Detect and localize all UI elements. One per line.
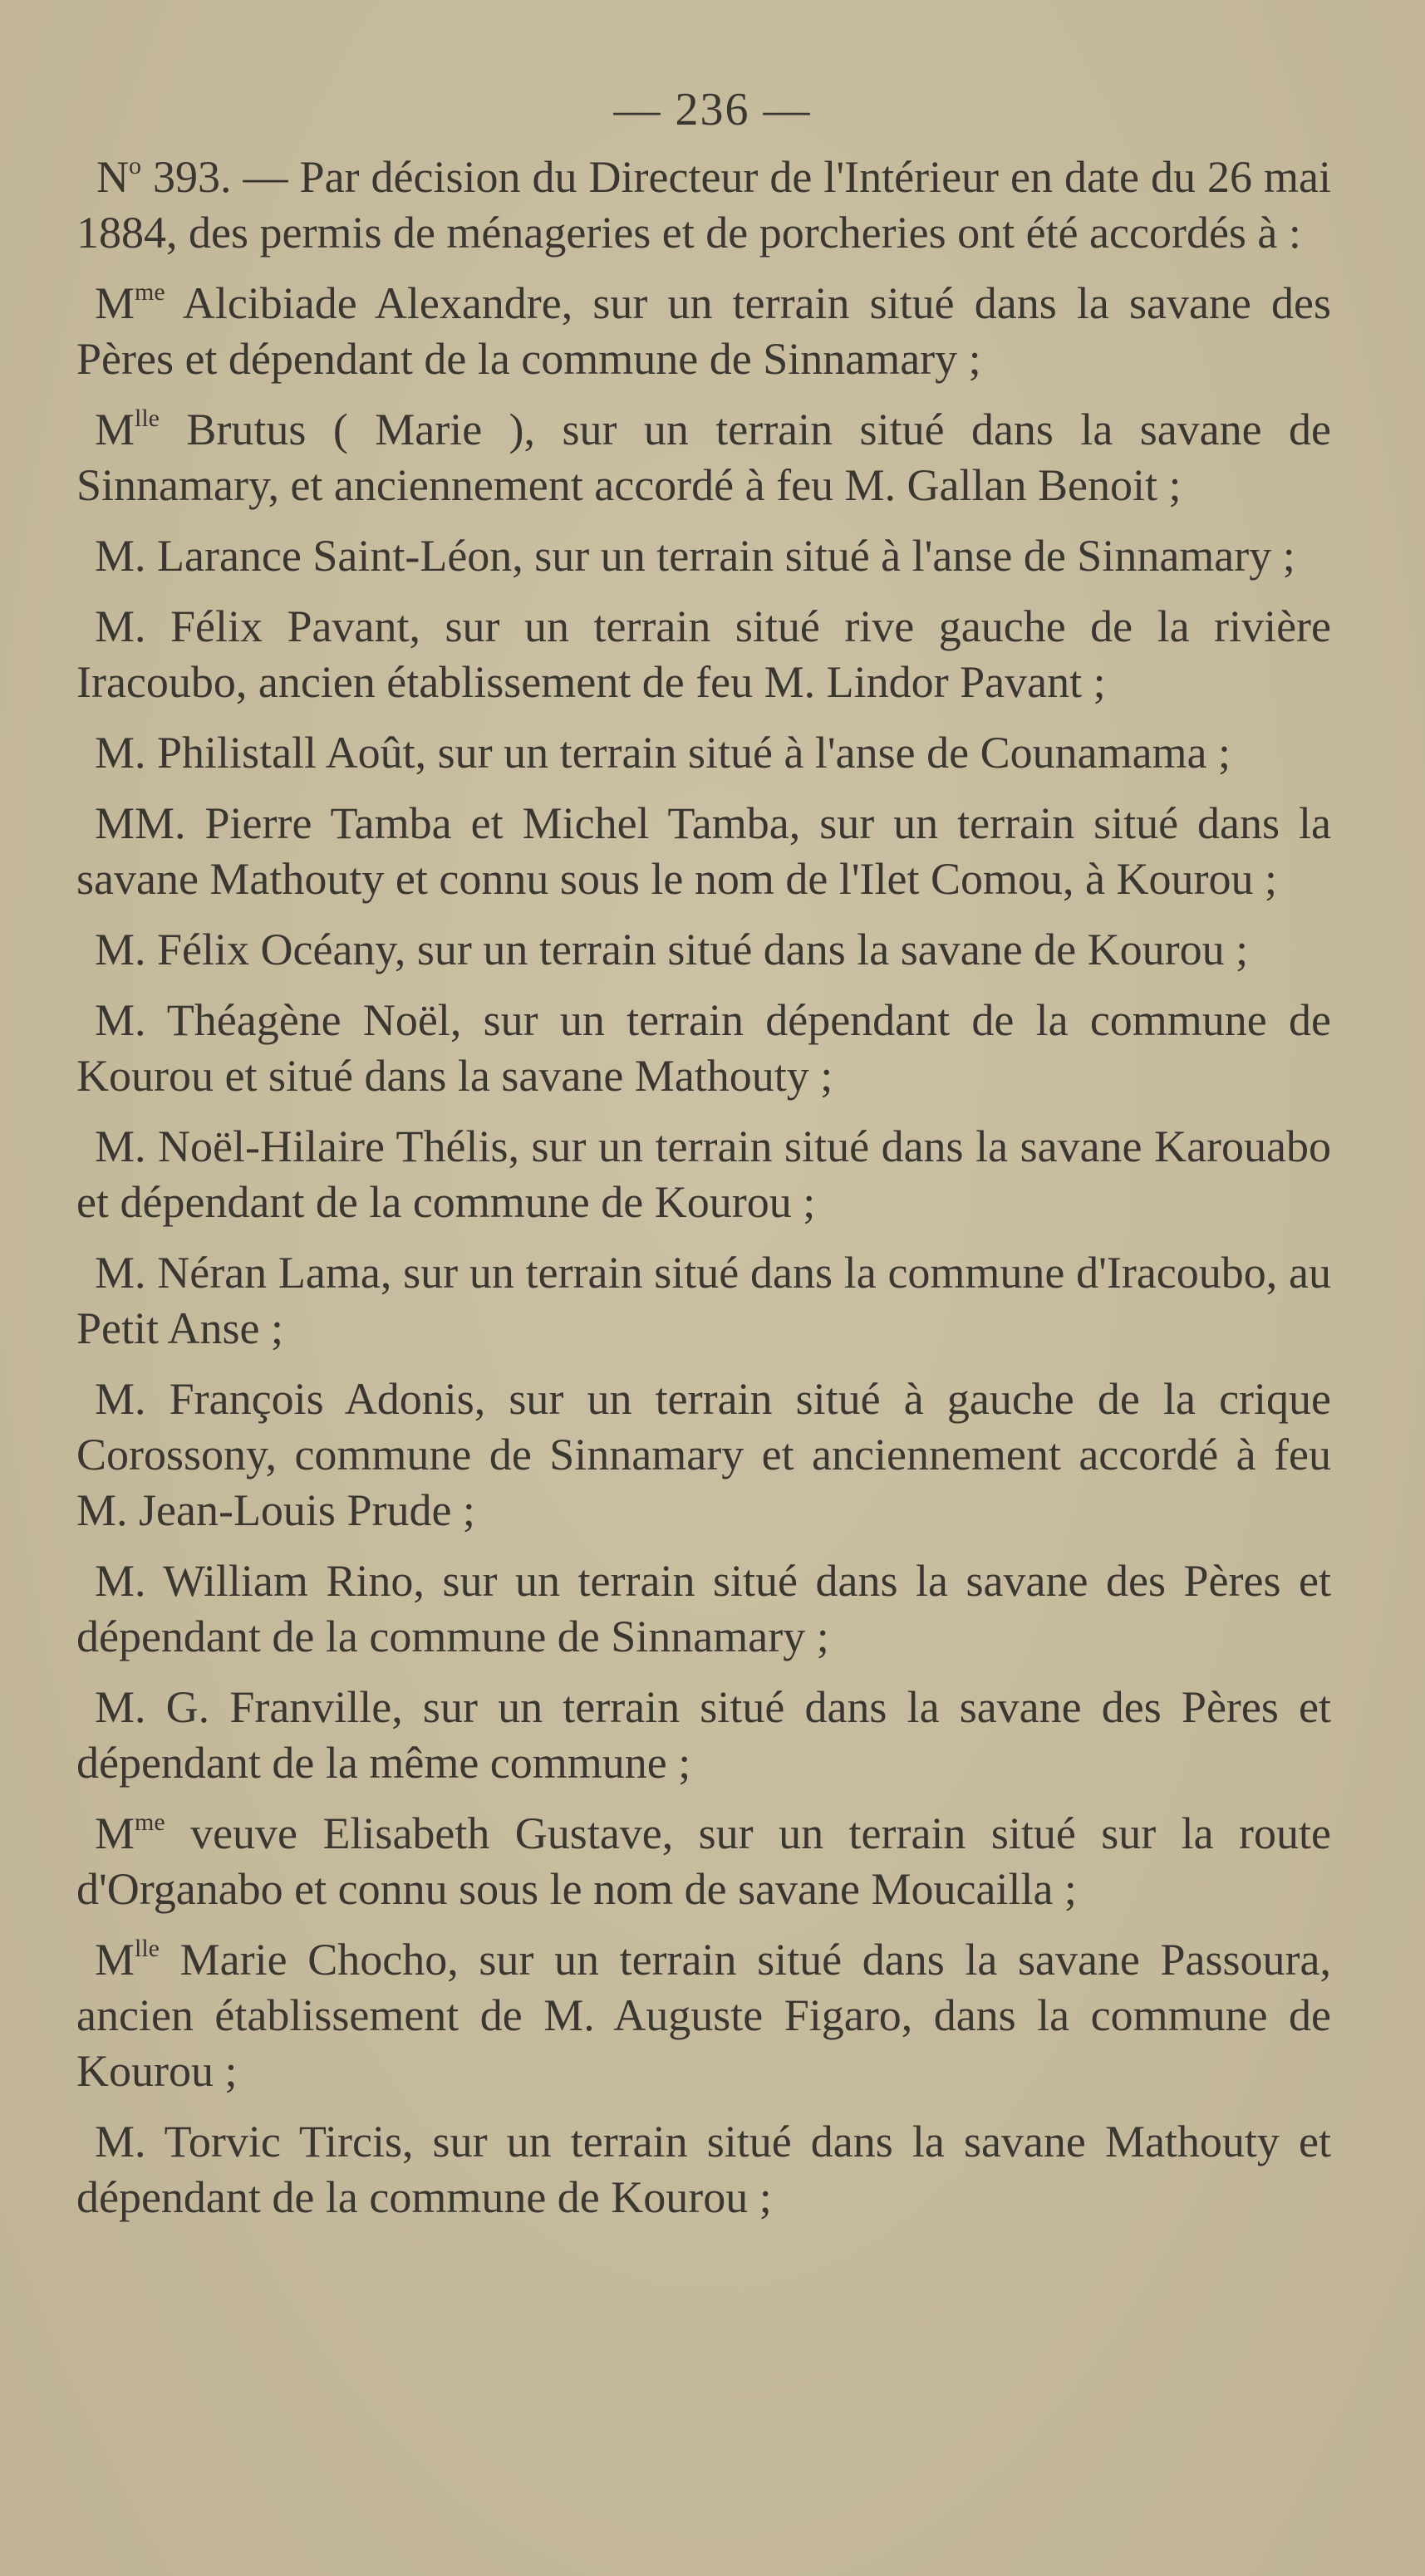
paragraph-entry <box>76 1371 1331 1538</box>
paragraph-text: M. François Adonis, sur un terrain situé à gauche de la crique Corossony, commune de Sinnamary et anciennement accordé à feu M. Jean-Louis Prude ; <box>76 1374 1331 1535</box>
paragraph-entry <box>76 528 1331 584</box>
paragraph-text: M. Félix Océany, sur un terrain situé dans la savane de Kourou ; <box>95 925 1249 974</box>
paragraph-text: M. Félix Pavant, sur un terrain situé rive gauche de la rivière Iracoubo, ancien établissement de feu M. Lindor Pavant ; <box>76 601 1331 707</box>
paragraph-entry <box>76 1680 1331 1791</box>
paragraph-text: 393. — Par décision du Directeur de l'Intérieur en date du 26 mai 1884, des permis de ménageries et de porcheries ont été accordés à : <box>76 152 1331 258</box>
paragraph-entry <box>76 276 1331 387</box>
abbrev-superscript: o <box>129 152 141 179</box>
abbrev-superscript: lle <box>135 1935 160 1962</box>
page-number: — 236 — <box>613 84 812 135</box>
paragraph-entry <box>76 1553 1331 1665</box>
paragraph-entry <box>76 993 1331 1104</box>
paragraph-entry <box>76 922 1331 978</box>
paragraph-text: M. Philistall Août, sur un terrain situé à l'anse de Counamama ; <box>95 728 1231 778</box>
paragraph-entry <box>76 2114 1331 2225</box>
paragraph-text: M. William Rino, sur un terrain situé dans la savane des Pères et dépendant de la commune de Sinnamary ; <box>76 1556 1331 1661</box>
paragraph-text: M. G. Franville, sur un terrain situé dans la savane des Pères et dépendant de la même commune ; <box>76 1682 1331 1788</box>
paragraph-entry <box>76 1932 1331 2099</box>
abbrev-superscript: me <box>135 278 165 306</box>
paragraph-entry <box>76 1245 1331 1357</box>
abbrev-superscript: me <box>135 1808 165 1836</box>
paragraph-entry <box>76 1806 1331 1917</box>
paragraph-text: MM. Pierre Tamba et Michel Tamba, sur un terrain situé dans la savane Mathouty et connu sous le nom de l'Ilet Comou, à Kourou ; <box>76 798 1331 904</box>
paragraph-entry <box>76 599 1331 710</box>
paragraph-text: M. Torvic Tircis, sur un terrain situé dans la savane Mathouty et dépendant de la commune de Kourou ; <box>76 2117 1331 2222</box>
abbrev: N <box>96 152 129 202</box>
paragraph-text: M. Noël-Hilaire Thélis, sur un terrain situé dans la savane Karouabo et dépendant de la commune de Kourou ; <box>76 1121 1331 1227</box>
paragraph-text: M. Larance Saint-Léon, sur un terrain situé à l'anse de Sinnamary ; <box>95 531 1295 581</box>
paragraph-text: M. Théagène Noël, sur un terrain dépendant de la commune de Kourou et situé dans la savane Mathouty ; <box>76 995 1331 1101</box>
paragraph-text: Alcibiade Alexandre, sur un terrain situé dans la savane des Pères et dépendant de la commune de Sinnamary ; <box>76 278 1331 384</box>
abbrev: M <box>95 1935 135 1985</box>
abbrev: M <box>95 1808 135 1858</box>
paragraph-entry <box>76 725 1331 781</box>
paragraph-text: Brutus ( Marie ), sur un terrain situé dans la savane de Sinnamary, et anciennement accordé à feu M. Gallan Benoit ; <box>76 405 1331 510</box>
abbrev-superscript: lle <box>135 405 160 432</box>
paragraph-decision <box>76 150 1331 261</box>
paragraph-entry <box>76 402 1331 513</box>
paragraph-entry <box>76 796 1331 907</box>
paragraph-text: Marie Chocho, sur un terrain situé dans la savane Passoura, ancien établissement de M. Auguste Figaro, dans la commune de Kourou ; <box>76 1935 1331 2096</box>
paragraph-text: M. Néran Lama, sur un terrain situé dans la commune d'Iracoubo, au Petit Anse ; <box>76 1248 1331 1353</box>
abbrev: M <box>95 278 135 328</box>
paragraph-entry <box>76 1119 1331 1230</box>
abbrev: M <box>95 405 135 454</box>
paragraph-text: veuve Elisabeth Gustave, sur un terrain situé sur la route d'Organabo et connu sous le nom de savane Moucailla ; <box>76 1808 1331 1914</box>
text-body <box>76 150 1331 2240</box>
